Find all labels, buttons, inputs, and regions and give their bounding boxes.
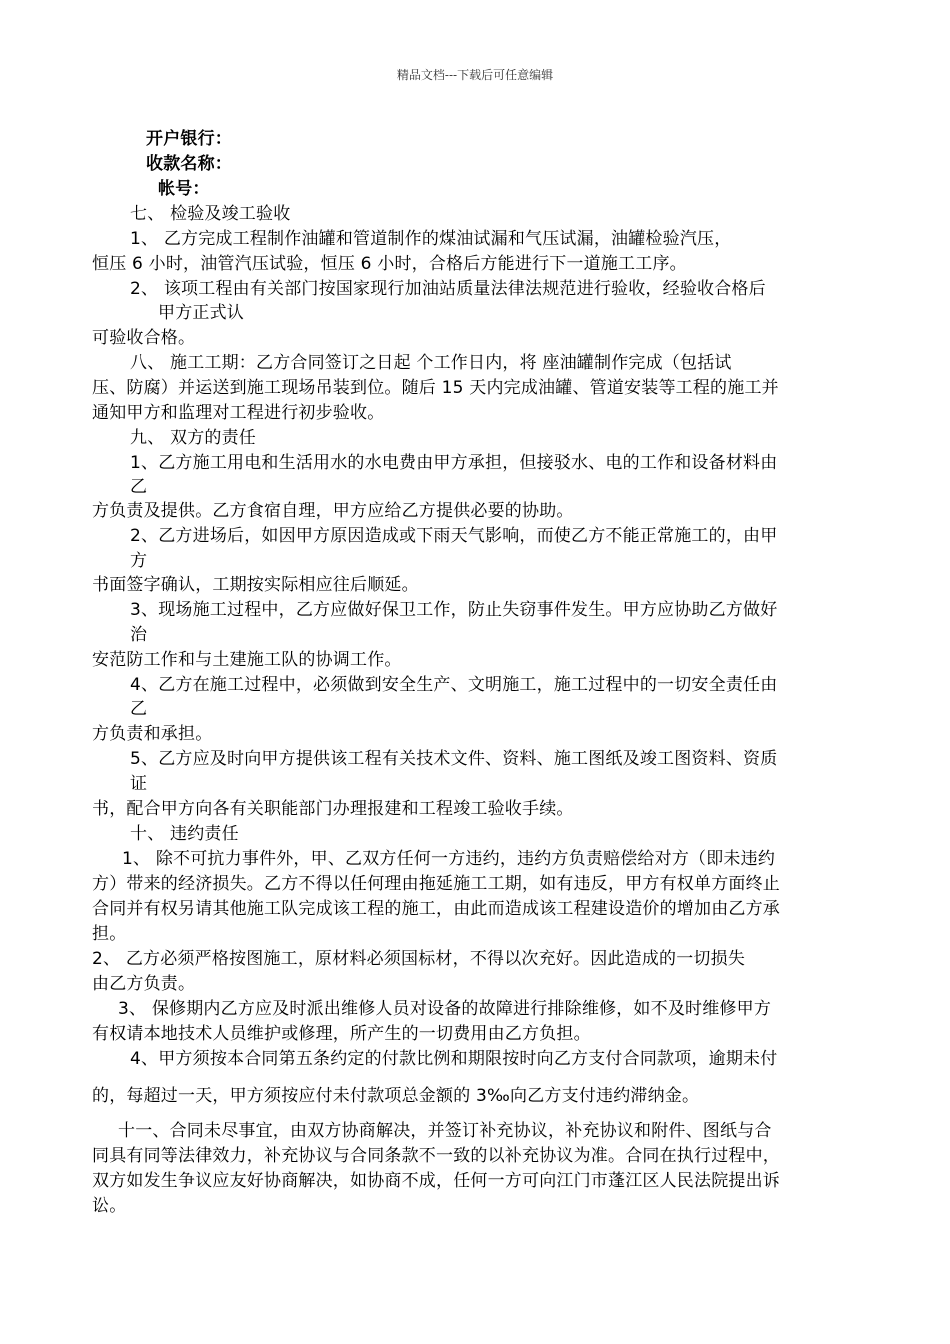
paragraph-line: 恒压 6 小时，油管汽压试验，恒压 6 小时，合格后方能进行下一道施工工序。: [92, 254, 687, 274]
paragraph-line: 书，配合甲方向各有关职能部门办理报建和工程竣工验收手续。: [92, 799, 574, 819]
paragraph-line: 方负责及提供。乙方食宿自理，甲方应给乙方提供必要的协助。: [92, 501, 574, 521]
section-8-heading: 八、 施工工期：乙方合同签订之日起 个工作日内，将 座油罐制作完成（包括试: [130, 353, 732, 373]
paragraph-line: 2、 乙方必须严格按图施工，原材料必须国标材，不得以次充好。因此造成的一切损失: [92, 949, 746, 969]
paragraph-line: 双方如发生争议应友好协商解决，如协商不成，任何一方可向江门市蓬江区人民法院提出诉: [92, 1171, 780, 1191]
section-9-heading: 九、 双方的责任: [130, 428, 257, 448]
paragraph-line: 4、乙方在施工过程中，必须做到安全生产、文明施工，施工过程中的一切安全责任由: [130, 675, 778, 695]
section-11-line: 十一、合同未尽事宜，由双方协商解决，并签订补充协议，补充协议和附件、图纸与合: [118, 1121, 772, 1141]
paragraph-line: 2、 该项工程由有关部门按国家现行加油站质量法律法规范进行验收，经验收合格后: [130, 279, 766, 299]
paragraph-line: 通知甲方和监理对工程进行初步验收。: [92, 403, 385, 423]
paragraph-line: 担。: [92, 924, 127, 944]
paragraph-line: 由乙方负责。: [92, 974, 196, 994]
paragraph-line: 讼。: [92, 1196, 127, 1216]
paragraph-line: 可验收合格。: [92, 328, 196, 348]
paragraph-line: 方）带来的经济损失。乙方不得以任何理由拖延施工工期，如有违反，甲方有权单方面终止: [92, 874, 780, 894]
payee-name-label: 收款名称：: [146, 154, 232, 174]
section-10-heading: 十、 违约责任: [130, 824, 239, 844]
paragraph-line: 5、乙方应及时向甲方提供该工程有关技术文件、资料、施工图纸及竣工图资料、资质: [130, 749, 778, 769]
paragraph-line: 1、 乙方完成工程制作油罐和管道制作的煤油试漏和气压试漏，油罐检验汽压，: [130, 229, 732, 249]
paragraph-line: 压、防腐）并运送到施工现场吊装到位。随后 15 天内完成油罐、管道安装等工程的施工并: [92, 378, 779, 398]
paragraph-line: 1、 除不可抗力事件外，甲、乙双方任何一方违约，违约方负责赔偿给对方（即未违约: [122, 849, 776, 869]
account-bank-label: 开户银行：: [146, 129, 232, 149]
paragraph-line: 同具有同等法律效力，补充协议与合同条款不一致的以补充协议为准。合同在执行过程中，: [92, 1146, 780, 1166]
paragraph-line: 乙: [130, 477, 148, 497]
paragraph-line: 3、现场施工过程中，乙方应做好保卫工作，防止失窃事件发生。甲方应协助乙方做好: [130, 600, 778, 620]
section-7-heading: 七、 检验及竣工验收: [130, 204, 291, 224]
paragraph-line: 方负责和承担。: [92, 724, 213, 744]
paragraph-line: 3、 保修期内乙方应及时派出维修人员对设备的故障进行排除维修，如不及时维修甲方: [118, 999, 772, 1019]
paragraph-line: 的，每超过一天，甲方须按应付未付款项总金额的 3‰向乙方支付违约滞纳金。: [92, 1086, 700, 1106]
paragraph-line: 治: [130, 625, 148, 645]
paragraph-line: 4、甲方须按本合同第五条约定的付款比例和期限按时向乙方支付合同款项，逾期未付: [130, 1049, 778, 1069]
paragraph-line: 方: [130, 551, 148, 571]
paragraph-line: 有权请本地技术人员维护或修理，所产生的一切费用由乙方负担。: [92, 1024, 591, 1044]
paragraph-line: 合同并有权另请其他施工队完成该工程的施工，由此而造成该工程建设造价的增加由乙方承: [92, 899, 780, 919]
account-number-label: 帐号：: [158, 179, 210, 199]
paragraph-line: 证: [130, 774, 148, 794]
paragraph-line: 甲方正式认: [158, 303, 244, 323]
paragraph-line: 2、乙方进场后，如因甲方原因造成或下雨天气影响，而使乙方不能正常施工的，由甲: [130, 526, 778, 546]
paragraph-line: 书面签字确认，工期按实际相应往后顺延。: [92, 575, 419, 595]
page-header: 精品文档---下载后可任意编辑: [396, 68, 554, 82]
paragraph-line: 安范防工作和与土建施工队的协调工作。: [92, 650, 402, 670]
paragraph-line: 1、乙方施工用电和生活用水的水电费由甲方承担，但接驳水、电的工作和设备材料由: [130, 453, 778, 473]
paragraph-line: 乙: [130, 699, 148, 719]
